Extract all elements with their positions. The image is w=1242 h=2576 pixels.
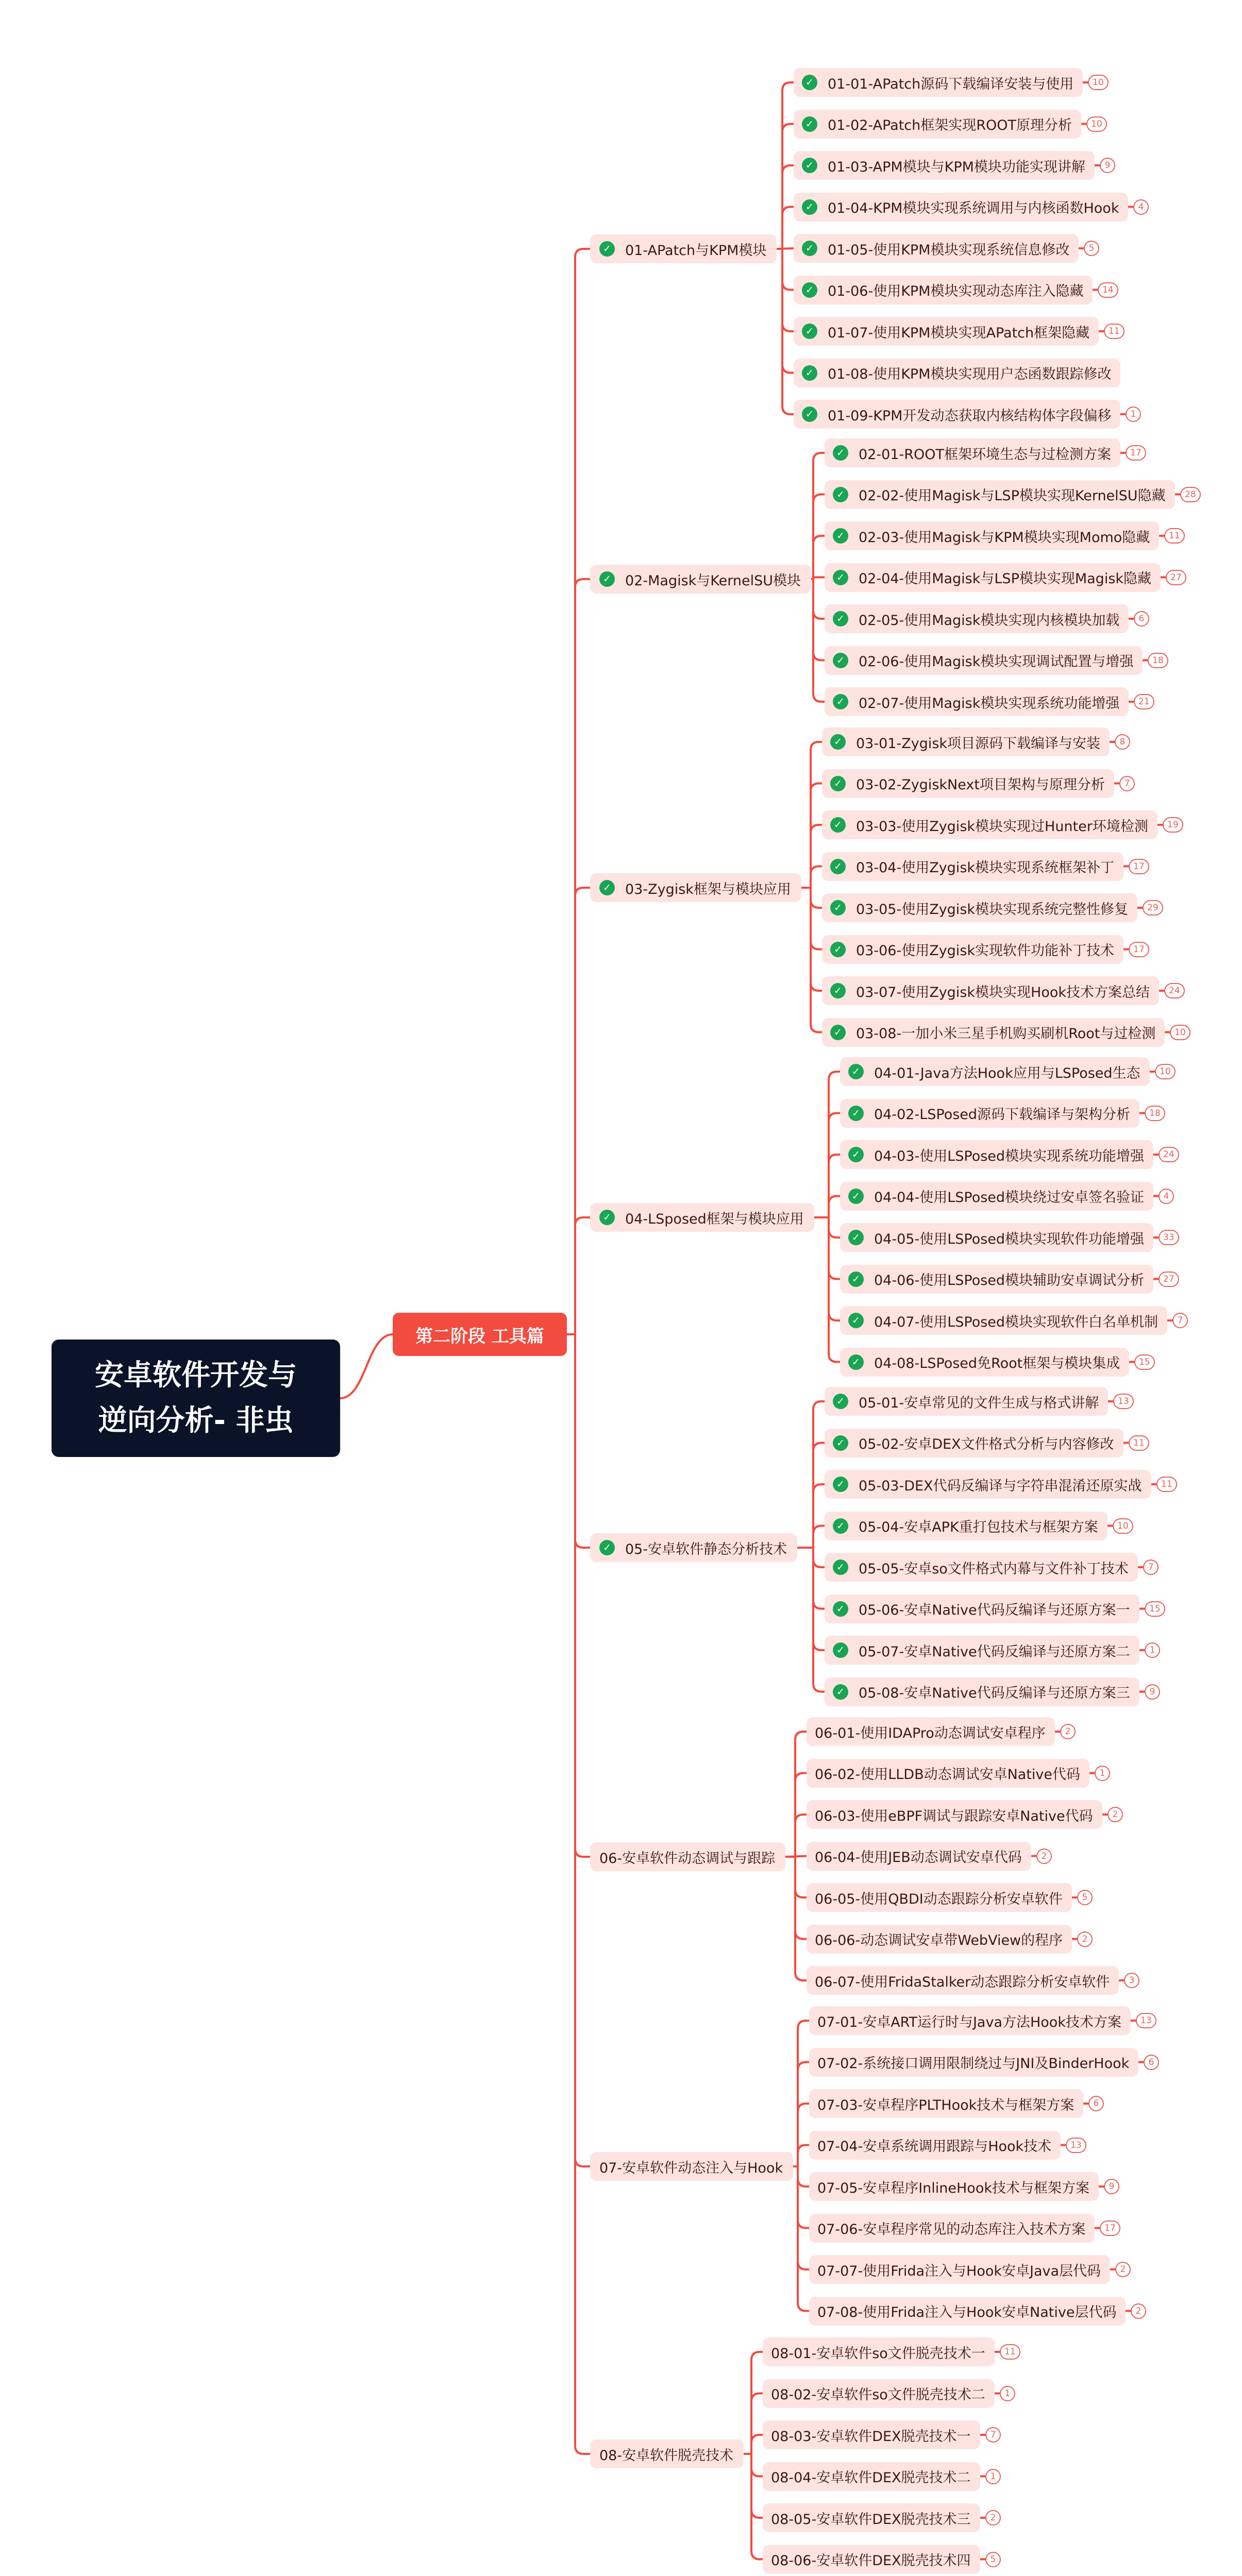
- topic-label: 03-02-ZygiskNext项目架构与原理分析: [856, 777, 1105, 793]
- topic-node[interactable]: [809, 2172, 1099, 2201]
- count-badge[interactable]: 7: [1143, 1560, 1159, 1575]
- topic-label: 01-08-使用KPM模块实现用户态函数跟踪修改: [828, 366, 1112, 382]
- topic-node[interactable]: [825, 1429, 1123, 1458]
- count-badge[interactable]: 15: [1134, 1354, 1155, 1370]
- module-node[interactable]: [590, 2152, 793, 2181]
- topic-label: 07-01-安卓ART运行时与Java方法Hook技术方案: [817, 2014, 1121, 2030]
- count-badge[interactable]: 19: [1163, 817, 1183, 833]
- topic-label: 02-01-ROOT框架环境生态与过检测方案: [859, 446, 1111, 463]
- topic-node[interactable]: [840, 1348, 1129, 1377]
- topic-node[interactable]: [794, 110, 1081, 139]
- topic-node[interactable]: [840, 1223, 1153, 1252]
- module-label: 07-安卓软件动态注入与Hook: [599, 2160, 783, 2176]
- topic-node[interactable]: [822, 769, 1114, 798]
- topic-node[interactable]: [763, 2337, 995, 2366]
- connector-line: [814, 1217, 840, 1238]
- count-badge[interactable]: 17: [1126, 445, 1146, 461]
- count-badge[interactable]: 6: [1134, 611, 1149, 626]
- module-label: 01-APatch与KPM模块: [625, 242, 767, 259]
- connector-line: [777, 249, 794, 290]
- topic-node[interactable]: [807, 1717, 1055, 1746]
- connector-line: [744, 2454, 763, 2518]
- count-badge[interactable]: 14: [1098, 282, 1118, 298]
- topic-label: 04-05-使用LSPosed模块实现软件功能增强: [874, 1231, 1145, 1247]
- topic-node[interactable]: [822, 935, 1123, 964]
- check-icon: ✓: [830, 734, 846, 750]
- connector-line: [575, 1334, 590, 1857]
- topic-node[interactable]: [825, 1595, 1139, 1623]
- topic-node[interactable]: [825, 1636, 1139, 1665]
- topic-label: 02-07-使用Magisk模块实现系统功能增强: [859, 695, 1120, 711]
- topic-label: 02-03-使用Magisk与KPM模块实现Momo隐藏: [859, 529, 1150, 546]
- root-node[interactable]: 安卓软件开发与 逆向分析- 非虫: [52, 1340, 340, 1457]
- connector-line: [814, 1113, 840, 1218]
- check-icon: ✓: [833, 487, 848, 502]
- connector-line: [793, 2166, 809, 2187]
- topic-label: 02-06-使用Magisk模块实现调试配置与增强: [859, 654, 1134, 670]
- module-label: 02-Magisk与KernelSU模块: [625, 572, 801, 589]
- count-badge[interactable]: 1: [1095, 1766, 1110, 1781]
- topic-node[interactable]: [840, 1057, 1150, 1086]
- stage-node[interactable]: 第二阶段 工具篇: [393, 1313, 567, 1356]
- count-badge[interactable]: 28: [1180, 487, 1201, 502]
- connector-line: [814, 1217, 840, 1320]
- connector-line: [575, 579, 590, 1334]
- check-icon: ✓: [599, 1210, 615, 1225]
- connector-line: [797, 1548, 825, 1567]
- topic-node[interactable]: [825, 604, 1129, 633]
- topic-node[interactable]: [763, 2462, 980, 2491]
- topic-node[interactable]: [807, 1966, 1119, 1995]
- topic-node[interactable]: [809, 2255, 1110, 2284]
- topic-node[interactable]: [807, 1800, 1102, 1829]
- topic-label: 07-04-安卓系统调用跟踪与Hook技术: [817, 2139, 1052, 2155]
- topic-label: 02-02-使用Magisk与LSP模块实现KernelSU隐藏: [859, 488, 1166, 504]
- topic-label: 03-04-使用Zygisk模块实现系统框架补丁: [856, 860, 1115, 876]
- topic-node[interactable]: [840, 1099, 1139, 1128]
- topic-node[interactable]: [763, 2503, 980, 2532]
- module-label: 05-安卓软件静态分析技术: [625, 1541, 787, 1557]
- check-icon: ✓: [833, 1477, 848, 1492]
- topic-label: 03-01-Zygisk项目源码下载编译与安装: [856, 735, 1101, 752]
- topic-label: 03-07-使用Zygisk模块实现Hook技术方案总结: [856, 984, 1150, 1001]
- topic-label: 06-05-使用QBDI动态跟踪分析安卓软件: [815, 1891, 1063, 1907]
- connector-line: [575, 1334, 590, 2454]
- topic-label: 07-05-安卓程序InlineHook技术与框架方案: [817, 2180, 1089, 2196]
- connector-line: [793, 2166, 809, 2269]
- count-badge[interactable]: 1: [985, 2469, 1001, 2484]
- check-icon: ✓: [833, 528, 848, 544]
- connector-line: [744, 2394, 763, 2454]
- topic-label: 01-06-使用KPM模块实现动态库注入隐藏: [828, 283, 1084, 299]
- count-badge[interactable]: 9: [1145, 1684, 1160, 1700]
- check-icon: ✓: [833, 445, 848, 461]
- topic-node[interactable]: [825, 480, 1175, 509]
- check-icon: ✓: [830, 776, 846, 791]
- topic-label: 03-08-一加小米三星手机购买刷机Root与过检测: [856, 1026, 1156, 1042]
- connector-line: [575, 1334, 590, 2166]
- count-badge[interactable]: 11: [1104, 324, 1124, 339]
- check-icon: ✓: [802, 282, 817, 298]
- check-icon: ✓: [833, 694, 848, 709]
- connector-line: [793, 2145, 809, 2167]
- topic-node[interactable]: [840, 1182, 1153, 1211]
- connector-line: [797, 1443, 825, 1548]
- count-badge[interactable]: 10: [1113, 1518, 1133, 1534]
- topic-label: 04-02-LSPosed源码下载编译与架构分析: [874, 1107, 1131, 1123]
- topic-node[interactable]: [763, 2379, 995, 2408]
- check-icon: ✓: [599, 241, 615, 257]
- check-icon: ✓: [830, 983, 846, 998]
- topic-node[interactable]: [809, 2297, 1126, 2326]
- topic-node[interactable]: [840, 1140, 1153, 1169]
- topic-label: 06-04-使用JEB动态调试安卓代码: [815, 1850, 1022, 1866]
- topic-node[interactable]: [840, 1265, 1153, 1294]
- check-icon: ✓: [802, 241, 817, 256]
- count-badge[interactable]: 2: [1036, 1849, 1052, 1864]
- count-badge[interactable]: 3: [1124, 1973, 1139, 1988]
- check-icon: ✓: [802, 324, 817, 339]
- count-badge[interactable]: 17: [1129, 942, 1149, 957]
- topic-label: 05-02-安卓DEX文件格式分析与内容修改: [859, 1436, 1114, 1452]
- connector-line: [797, 1548, 825, 1692]
- count-badge[interactable]: 27: [1166, 570, 1186, 585]
- check-icon: ✓: [833, 1560, 848, 1575]
- connector-line: [744, 2454, 763, 2477]
- connector-line: [801, 867, 822, 888]
- topic-label: 05-03-DEX代码反编译与字符串混淆还原实战: [859, 1478, 1142, 1494]
- topic-label: 04-01-Java方法Hook应用与LSPosed生态: [874, 1065, 1140, 1081]
- check-icon: ✓: [848, 1106, 864, 1121]
- topic-label: 08-05-安卓软件DEX脱壳技术三: [771, 2511, 971, 2528]
- topic-node[interactable]: [822, 727, 1110, 756]
- module-label: 04-LSposed框架与模块应用: [625, 1211, 804, 1227]
- check-icon: ✓: [848, 1147, 864, 1162]
- topic-node[interactable]: [807, 1759, 1089, 1788]
- count-badge[interactable]: 5: [1084, 241, 1099, 256]
- module-node[interactable]: [590, 234, 777, 263]
- topic-node[interactable]: [809, 2089, 1083, 2118]
- topic-label: 02-04-使用Magisk与LSP模块实现Magisk隐藏: [859, 571, 1152, 587]
- count-badge[interactable]: 6: [1088, 2096, 1104, 2111]
- topic-label: 05-06-安卓Native代码反编译与还原方案一: [859, 1602, 1130, 1618]
- check-icon: ✓: [833, 611, 848, 626]
- connector-line: [785, 1857, 807, 1980]
- topic-node[interactable]: [809, 2006, 1131, 2035]
- check-icon: ✓: [833, 1435, 848, 1451]
- check-icon: ✓: [833, 1601, 848, 1617]
- topic-node[interactable]: [807, 1842, 1031, 1871]
- topic-label: 03-06-使用Zygisk实现软件功能补丁技术: [856, 943, 1115, 959]
- count-badge[interactable]: 10: [1170, 1025, 1190, 1040]
- count-badge[interactable]: 5: [1077, 1890, 1093, 1905]
- topic-node[interactable]: [794, 151, 1095, 180]
- module-node[interactable]: [590, 1842, 785, 1871]
- module-node[interactable]: [590, 873, 801, 902]
- topic-node[interactable]: [809, 2048, 1138, 2077]
- topic-node[interactable]: [807, 1925, 1072, 1954]
- check-icon: ✓: [848, 1064, 864, 1079]
- topic-node[interactable]: [794, 276, 1093, 304]
- check-icon: ✓: [830, 859, 846, 874]
- topic-node[interactable]: [794, 400, 1120, 429]
- connector-line: [797, 1548, 825, 1609]
- connector-line: [744, 2454, 763, 2560]
- topic-label: 04-06-使用LSPosed模块辅助安卓调试分析: [874, 1273, 1145, 1289]
- topic-node[interactable]: [794, 359, 1120, 387]
- count-badge[interactable]: 27: [1159, 1272, 1179, 1287]
- connector-line: [575, 249, 590, 1334]
- check-icon: ✓: [802, 365, 817, 381]
- count-badge[interactable]: 2: [1131, 2303, 1146, 2319]
- check-icon: ✓: [802, 406, 817, 422]
- topic-node[interactable]: [763, 2545, 980, 2574]
- topic-node[interactable]: [825, 646, 1143, 675]
- check-icon: ✓: [830, 900, 846, 916]
- topic-label: 01-09-KPM开发动态获取内核结构体字段偏移: [828, 408, 1112, 424]
- count-badge[interactable]: 11: [1000, 2344, 1020, 2360]
- topic-label: 01-03-APM模块与KPM模块功能实现讲解: [828, 159, 1085, 175]
- count-badge[interactable]: 7: [985, 2427, 1001, 2443]
- topic-label: 04-04-使用LSPosed模块绕过安卓签名验证: [874, 1190, 1145, 1206]
- topic-label: 05-01-安卓常见的文件生成与格式讲解: [859, 1395, 1099, 1411]
- check-icon: ✓: [848, 1189, 864, 1204]
- topic-label: 06-01-使用IDAPro动态调试安卓程序: [815, 1725, 1046, 1741]
- count-badge[interactable]: 8: [1115, 734, 1130, 750]
- topic-label: 05-04-安卓APK重打包技术与框架方案: [859, 1519, 1098, 1535]
- check-icon: ✓: [833, 1642, 848, 1658]
- connector-line: [797, 1548, 825, 1650]
- count-badge[interactable]: 4: [1159, 1189, 1174, 1204]
- count-badge[interactable]: 21: [1134, 694, 1154, 709]
- count-badge[interactable]: 11: [1164, 528, 1185, 544]
- topic-node[interactable]: [825, 521, 1159, 550]
- connector-line: [777, 207, 794, 249]
- module-node[interactable]: [590, 1533, 797, 1562]
- topic-node[interactable]: [822, 852, 1123, 881]
- count-badge[interactable]: 1: [1126, 406, 1141, 422]
- connector-line: [575, 1217, 590, 1334]
- check-icon: ✓: [833, 570, 848, 585]
- topic-node[interactable]: [825, 1470, 1151, 1499]
- count-badge[interactable]: 17: [1129, 859, 1149, 874]
- connector-line: [793, 2104, 809, 2166]
- topic-label: 04-07-使用LSPosed模块实现软件白名单机制: [874, 1314, 1159, 1330]
- topic-label: 08-02-安卓软件so文件脱壳技术二: [771, 2387, 985, 2403]
- topic-label: 01-01-APatch源码下载编译安装与使用: [828, 76, 1074, 92]
- check-icon: ✓: [848, 1230, 864, 1245]
- topic-label: 01-07-使用KPM模块实现APatch框架隐藏: [828, 325, 1090, 341]
- connector-line: [811, 579, 825, 702]
- check-icon: ✓: [599, 1540, 615, 1555]
- count-badge[interactable]: 2: [1077, 1931, 1093, 1947]
- topic-node[interactable]: [825, 1387, 1108, 1416]
- topic-node[interactable]: [763, 2420, 980, 2449]
- check-icon: ✓: [599, 880, 615, 895]
- topic-label: 05-07-安卓Native代码反编译与还原方案二: [859, 1643, 1130, 1660]
- topic-node[interactable]: [825, 1553, 1138, 1582]
- topic-label: 08-04-安卓软件DEX脱壳技术二: [771, 2470, 971, 2486]
- topic-node[interactable]: [822, 810, 1157, 839]
- count-badge[interactable]: 24: [1159, 1147, 1179, 1162]
- count-badge[interactable]: 9: [1104, 2179, 1119, 2194]
- topic-node[interactable]: [825, 438, 1120, 467]
- topic-node[interactable]: [825, 1512, 1107, 1540]
- topic-node[interactable]: [809, 2214, 1095, 2243]
- topic-label: 05-08-安卓Native代码反编译与还原方案三: [859, 1685, 1130, 1701]
- topic-node[interactable]: [794, 317, 1099, 346]
- connector-line: [797, 1484, 825, 1548]
- topic-label: 01-05-使用KPM模块实现系统信息修改: [828, 242, 1070, 258]
- connector-line: [575, 1334, 590, 1548]
- topic-label: 08-06-安卓软件DEX脱壳技术四: [771, 2553, 971, 2569]
- connector-line: [793, 2166, 809, 2228]
- count-badge[interactable]: 13: [1113, 1394, 1134, 1409]
- topic-label: 01-04-KPM模块实现系统调用与内核函数Hook: [828, 200, 1119, 216]
- module-node[interactable]: [590, 565, 811, 594]
- topic-label: 08-03-安卓软件DEX脱壳技术一: [771, 2428, 971, 2445]
- topic-label: 08-01-安卓软件so文件脱壳技术一: [771, 2345, 985, 2362]
- count-badge[interactable]: 10: [1088, 75, 1109, 90]
- check-icon: ✓: [830, 942, 846, 957]
- connector-line: [340, 1334, 393, 1398]
- count-badge[interactable]: 2: [1060, 1724, 1076, 1739]
- connector-line: [801, 888, 822, 1032]
- module-label: 06-安卓软件动态调试与跟踪: [599, 1850, 776, 1867]
- count-badge[interactable]: 5: [985, 2552, 1001, 2567]
- check-icon: ✓: [848, 1272, 864, 1287]
- check-icon: ✓: [848, 1313, 864, 1328]
- topic-label: 02-05-使用Magisk模块实现内核模块加载: [859, 612, 1120, 629]
- topic-node[interactable]: [825, 1677, 1139, 1706]
- topic-label: 06-06-动态调试安卓带WebView的程序: [815, 1933, 1063, 1948]
- topic-node[interactable]: [794, 193, 1128, 222]
- topic-label: 01-02-APatch框架实现ROOT原理分析: [828, 117, 1072, 133]
- count-badge[interactable]: 1: [1145, 1642, 1160, 1658]
- topic-node[interactable]: [807, 1883, 1072, 1912]
- connector-line: [575, 888, 590, 1334]
- count-badge[interactable]: 18: [1148, 653, 1168, 668]
- module-node[interactable]: [590, 1203, 814, 1232]
- module-node[interactable]: [590, 2439, 744, 2468]
- count-badge[interactable]: 6: [1144, 2055, 1159, 2070]
- check-icon: ✓: [802, 158, 817, 173]
- topic-node[interactable]: [822, 1018, 1165, 1047]
- count-badge[interactable]: 29: [1143, 900, 1163, 916]
- count-badge[interactable]: 1: [1000, 2386, 1015, 2401]
- connector-line: [797, 1526, 825, 1548]
- topic-node[interactable]: [822, 976, 1159, 1005]
- topic-label: 03-03-使用Zygisk模块实现过Hunter环境检测: [856, 818, 1148, 835]
- check-icon: ✓: [830, 817, 846, 833]
- topic-label: 07-07-使用Frida注入与Hook安卓Java层代码: [817, 2263, 1101, 2279]
- check-icon: ✓: [833, 653, 848, 668]
- topic-node[interactable]: [794, 68, 1083, 97]
- topic-label: 04-03-使用LSPosed模块实现系统功能增强: [874, 1148, 1145, 1164]
- topic-label: 07-03-安卓程序PLTHook技术与框架方案: [817, 2097, 1075, 2113]
- connector-line: [814, 1217, 840, 1362]
- count-badge[interactable]: 7: [1119, 776, 1135, 791]
- topic-node[interactable]: [825, 687, 1129, 716]
- check-icon: ✓: [830, 1025, 846, 1040]
- check-icon: ✓: [833, 1684, 848, 1700]
- check-icon: ✓: [599, 571, 615, 587]
- connector-line: [814, 1155, 840, 1217]
- count-badge[interactable]: 9: [1100, 158, 1115, 173]
- topic-node[interactable]: [809, 2131, 1061, 2160]
- topic-node[interactable]: [822, 893, 1137, 922]
- count-badge[interactable]: 11: [1156, 1477, 1177, 1492]
- count-badge[interactable]: 4: [1133, 199, 1149, 215]
- topic-node[interactable]: [840, 1306, 1167, 1335]
- connector-line: [814, 1196, 840, 1218]
- count-badge[interactable]: 7: [1172, 1313, 1188, 1328]
- topic-label: 07-08-使用Frida注入与Hook安卓Native层代码: [817, 2304, 1117, 2320]
- module-label: 08-安卓软件脱壳技术: [599, 2447, 734, 2464]
- connector-line: [811, 536, 825, 579]
- topic-label: 04-08-LSPosed免Root框架与模块集成: [874, 1355, 1120, 1371]
- count-badge[interactable]: 11: [1129, 1435, 1149, 1451]
- count-badge[interactable]: 15: [1145, 1601, 1165, 1617]
- count-badge[interactable]: 13: [1136, 2013, 1156, 2028]
- check-icon: ✓: [833, 1394, 848, 1409]
- topic-label: 06-02-使用LLDB动态调试安卓Native代码: [815, 1767, 1081, 1783]
- connector-line: [785, 1815, 807, 1857]
- count-badge[interactable]: 2: [1107, 1807, 1123, 1822]
- topic-label: 06-07-使用FridaStalker动态跟踪分析安卓软件: [815, 1974, 1110, 1990]
- connector-line: [777, 249, 794, 373]
- count-badge[interactable]: 33: [1159, 1230, 1179, 1245]
- connector-line: [777, 124, 794, 249]
- check-icon: ✓: [833, 1518, 848, 1534]
- count-badge[interactable]: 18: [1145, 1106, 1165, 1121]
- topic-label: 07-06-安卓程序常见的动态库注入技术方案: [817, 2222, 1086, 2238]
- check-icon: ✓: [802, 199, 817, 215]
- count-badge[interactable]: 13: [1066, 2138, 1086, 2153]
- count-badge[interactable]: 24: [1164, 983, 1185, 998]
- count-badge[interactable]: 2: [985, 2510, 1001, 2526]
- connector-line: [744, 2435, 763, 2454]
- count-badge[interactable]: 2: [1115, 2262, 1131, 2277]
- connector-line: [793, 2166, 809, 2311]
- topic-label: 06-03-使用eBPF调试与跟踪安卓Native代码: [815, 1808, 1093, 1824]
- module-label: 03-Zygisk框架与模块应用: [625, 881, 791, 897]
- count-badge[interactable]: 10: [1086, 116, 1107, 132]
- connector-line: [793, 2062, 809, 2167]
- topic-label: 03-05-使用Zygisk模块实现系统完整性修复: [856, 901, 1129, 918]
- topic-node[interactable]: [825, 563, 1161, 592]
- topic-label: 07-02-系统接口调用限制绕过与JNI及BinderHook: [817, 2056, 1130, 2072]
- check-icon: ✓: [802, 75, 817, 90]
- count-badge[interactable]: 17: [1100, 2221, 1120, 2236]
- topic-node[interactable]: [794, 234, 1079, 263]
- count-badge[interactable]: 10: [1155, 1064, 1176, 1079]
- connector-line: [814, 1217, 840, 1279]
- topic-label: 05-05-安卓so文件格式内幕与文件补丁技术: [859, 1561, 1129, 1577]
- check-icon: ✓: [848, 1354, 864, 1370]
- check-icon: ✓: [802, 116, 817, 132]
